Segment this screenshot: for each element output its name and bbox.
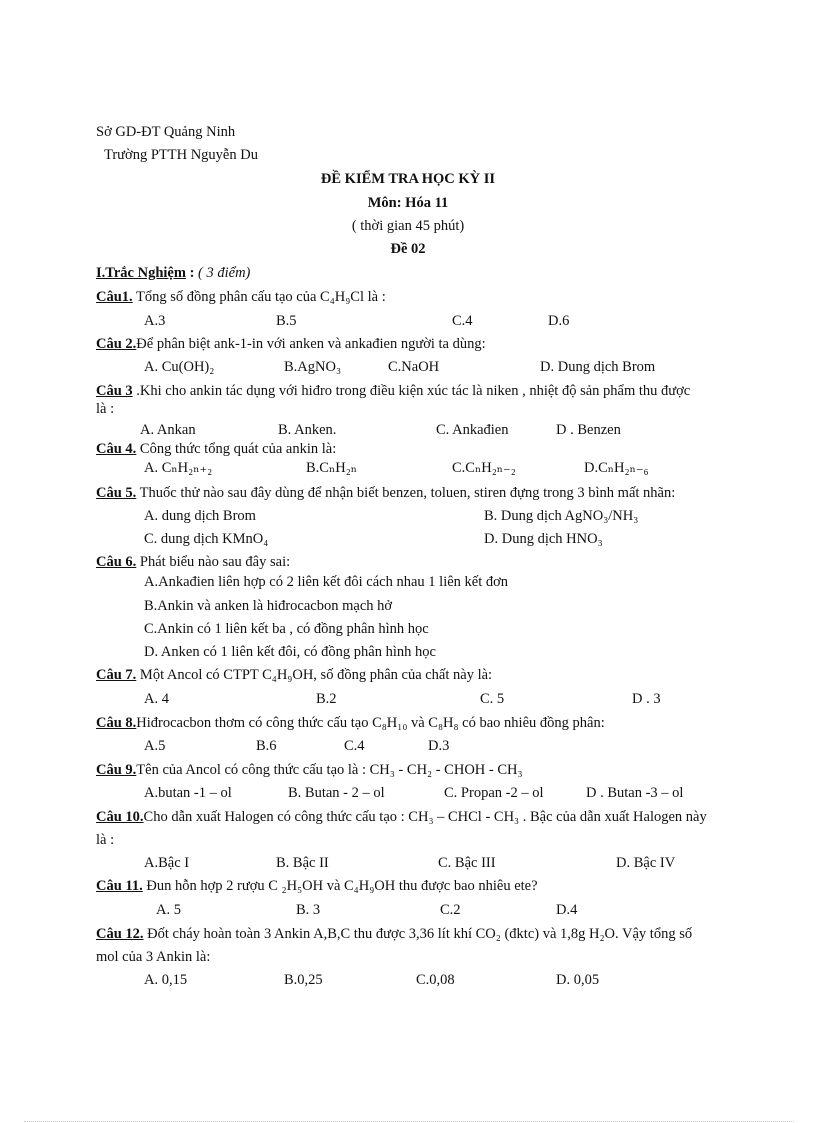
- option-d: D.3: [428, 738, 450, 754]
- option-d: D.4: [556, 902, 578, 918]
- option-a: A.butan -1 – ol: [144, 785, 232, 801]
- option-a: A. 0,15: [144, 972, 188, 988]
- option-d: D.6: [548, 313, 570, 329]
- option-c: C.2: [440, 902, 461, 918]
- question-11: [96, 877, 538, 895]
- question-12: [96, 925, 692, 943]
- question-number: Câu 9.: [96, 762, 137, 778]
- question-number: Câu 5.: [96, 485, 137, 501]
- exam-subject: Môn: Hóa 11: [367, 195, 449, 211]
- question-text: Cho dẫn xuất Halogen có công thức cấu tạo : CH₃ – CHCl - CH₃ . Bậc của dẫn xuất Halogen này: [143, 809, 707, 825]
- option-b: B.5: [276, 313, 297, 329]
- option-c: C.Ankin có 1 liên kết ba , có đồng phân hình học: [144, 621, 429, 637]
- option-b: B.AgNO₃: [284, 359, 342, 375]
- question-text-continued: là :: [96, 832, 115, 848]
- option-b: B. Bậc II: [276, 855, 329, 871]
- option-d: D . 3: [632, 691, 661, 707]
- option-b: B.6: [256, 738, 277, 754]
- option-d: D. Anken có 1 liên kết đôi, có đồng phân hình học: [144, 644, 436, 660]
- question-text: Một Ancol có CTPT C₄H₉OH, số đồng phân của chất này là:: [136, 667, 493, 683]
- question-text: .Khi cho ankin tác dụng với hiđro trong điều kiện xúc tác là niken , nhiệt độ sản phẩm thu được: [132, 383, 691, 399]
- option-b: B.2: [316, 691, 337, 707]
- option-d: D. Dung dịch HNO₃: [484, 531, 603, 547]
- question-number: Câu 7.: [96, 667, 137, 683]
- option-c: C. Bậc III: [438, 855, 496, 871]
- option-b: B.CₙH₂ₙ: [306, 460, 358, 476]
- option-c: C.4: [452, 313, 473, 329]
- question-5: [96, 484, 675, 502]
- question-number: Câu 3: [96, 383, 133, 399]
- question-3: [96, 382, 690, 400]
- option-c: C. Propan -2 – ol: [444, 785, 544, 801]
- question-text: Thuốc thử nào sau đây dùng để nhận biết benzen, toluen, stiren đựng trong 3 bình mất nhãn:: [136, 485, 676, 501]
- option-c: C.CₙH₂ₙ₋₂: [452, 460, 516, 476]
- section-heading: [96, 264, 250, 282]
- school-name: Trường PTTH Nguyễn Du: [104, 147, 258, 163]
- question-text: Công thức tổng quát của ankin là:: [136, 441, 337, 457]
- option-d: D. Bậc IV: [616, 855, 676, 871]
- exam-title: ĐỀ KIỂM TRA HỌC KỲ II: [320, 171, 496, 187]
- option-d: D. 0,05: [556, 972, 600, 988]
- option-d: D. Dung dịch Brom: [540, 359, 656, 375]
- option-c: C.NaOH: [388, 359, 440, 375]
- option-a: A. Cu(OH)₂: [144, 359, 215, 375]
- question-number: Câu 10.: [96, 809, 144, 825]
- question-text: Để phân biệt ank-1-in với anken và ankađien người ta dùng:: [136, 336, 486, 352]
- option-b: B.0,25: [284, 972, 323, 988]
- section-separator: :: [185, 265, 199, 281]
- department-name: Sở GD-ĐT Quảng Ninh: [96, 124, 236, 140]
- option-d: D . Benzen: [556, 422, 621, 438]
- question-number: Câu1.: [96, 289, 133, 305]
- option-c: C.4: [344, 738, 365, 754]
- question-text: Tên của Ancol có công thức cấu tạo là : CH₃ - CH₂ - CHOH - CH₃: [136, 762, 523, 778]
- question-8: [96, 714, 605, 732]
- question-number: Câu 11.: [96, 878, 143, 894]
- question-number: Câu 12.: [96, 926, 144, 942]
- question-4: [96, 440, 336, 458]
- question-text: Hiđrocacbon thơm có công thức cấu tạo C₈H₁₀ và C₈H₈ có bao nhiêu đồng phân:: [136, 715, 605, 731]
- question-text: Đốt cháy hoàn toàn 3 Ankin A,B,C thu được 3,36 lít khí CO₂ (đktc) và 1,8g H₂O. Vậy tổng số: [143, 926, 693, 942]
- section-points: ( 3 điểm): [198, 265, 251, 281]
- question-text-continued: mol của 3 Ankin là:: [96, 949, 211, 965]
- option-a: A.5: [144, 738, 166, 754]
- option-a: A. 4: [144, 691, 169, 707]
- option-c: C.0,08: [416, 972, 455, 988]
- question-2: [96, 335, 486, 353]
- option-d: D.CₙH₂ₙ₋₆: [584, 460, 649, 476]
- question-text: Đun hỗn hợp 2 rượu C ₂H₅OH và C₄H₉OH thu được bao nhiêu ete?: [142, 878, 538, 894]
- question-text: Tổng số đồng phân cấu tạo của C₄H₉Cl là :: [132, 289, 386, 305]
- page-bottom-divider: [24, 1121, 794, 1122]
- question-number: Câu 2.: [96, 336, 137, 352]
- question-1: [96, 288, 386, 306]
- exam-duration: ( thời gian 45 phút): [351, 218, 465, 234]
- option-a: A. 5: [156, 902, 181, 918]
- option-c: C. 5: [480, 691, 505, 707]
- question-9: [96, 761, 523, 779]
- question-7: [96, 666, 492, 684]
- option-b: B. Dung dịch AgNO₃/NH₃: [484, 508, 639, 524]
- question-10: [96, 808, 707, 826]
- option-c: C. dung dịch KMnO₄: [144, 531, 269, 547]
- option-c: C. Ankađien: [436, 422, 509, 438]
- option-b: B.Ankin và anken là hiđrocacbon mạch hở: [144, 598, 393, 614]
- option-a: A.3: [144, 313, 166, 329]
- question-6: [96, 553, 290, 571]
- section-label: I.Trắc Nghiệm: [96, 265, 186, 281]
- question-number: Câu 6.: [96, 554, 137, 570]
- option-d: D . Butan -3 – ol: [586, 785, 684, 801]
- option-a: A. CₙH₂ₙ₊₂: [144, 460, 213, 476]
- question-text: Phát biểu nào sau đây sai:: [136, 554, 291, 570]
- option-a: A.Ankađien liên hợp có 2 liên kết đôi cách nhau 1 liên kết đơn: [144, 574, 509, 590]
- question-number: Câu 4.: [96, 441, 137, 457]
- option-b: B. Butan - 2 – ol: [288, 785, 385, 801]
- option-a: A. dung dịch Brom: [144, 508, 256, 524]
- question-number: Câu 8.: [96, 715, 137, 731]
- option-b: B. Anken.: [278, 422, 337, 438]
- exam-code: Đề 02: [390, 241, 426, 257]
- option-a: A. Ankan: [140, 422, 196, 438]
- option-b: B. 3: [296, 902, 321, 918]
- question-text-continued: là :: [96, 401, 115, 417]
- option-a: A.Bậc I: [144, 855, 190, 871]
